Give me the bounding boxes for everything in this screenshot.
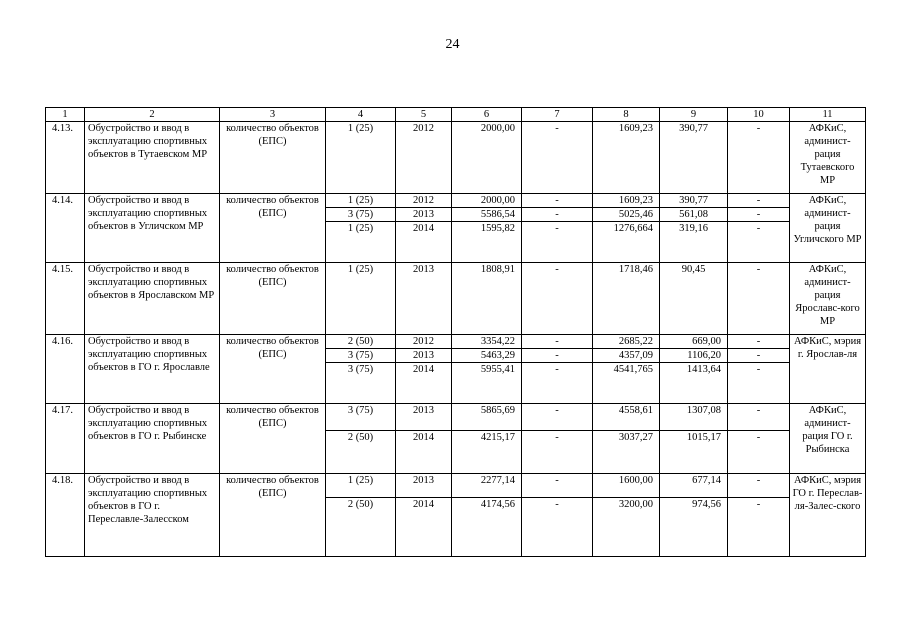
table-row <box>46 263 866 335</box>
header-cell: 11 <box>790 108 866 122</box>
col8-cell: 3037,27 <box>593 431 660 474</box>
col8-cell: 1609,23 <box>593 194 660 208</box>
header-cell: 6 <box>452 108 522 122</box>
col7-cell: - <box>522 404 593 431</box>
year-cell: 2013 <box>396 404 452 431</box>
qty-cell: 3 (75) <box>326 208 396 222</box>
executor-cell: АФКиС, админист-рация Ярославс-кого МР <box>790 263 866 335</box>
year-cell: 2012 <box>396 335 452 349</box>
header-cell: 9 <box>660 108 728 122</box>
header-cell: 3 <box>220 108 326 122</box>
program-table <box>45 107 866 557</box>
row-number: 4.13. <box>46 122 85 194</box>
total-cell: 5586,54 <box>452 208 522 222</box>
unit-cell: количество объектов (ЕПС) <box>220 474 326 557</box>
row-number: 4.16. <box>46 335 85 404</box>
col10-cell: - <box>728 363 790 404</box>
activity-name: Обустройство и ввод в эксплуатацию спортивных объектов в Ярославском МР <box>85 263 220 335</box>
col8-cell: 2685,22 <box>593 335 660 349</box>
col7-cell: - <box>522 335 593 349</box>
col8-cell: 1276,664 <box>593 222 660 263</box>
header-cell: 2 <box>85 108 220 122</box>
col9-cell: 1106,20 <box>660 349 728 363</box>
col9-cell: 390,77 <box>660 122 728 194</box>
unit-cell: количество объектов (ЕПС) <box>220 263 326 335</box>
qty-cell: 2 (50) <box>326 431 396 474</box>
qty-cell: 1 (25) <box>326 474 396 498</box>
header-cell: 8 <box>593 108 660 122</box>
col9-cell: 561,08 <box>660 208 728 222</box>
col10-cell: - <box>728 349 790 363</box>
table-row <box>46 404 866 431</box>
col7-cell: - <box>522 498 593 557</box>
col10-cell: - <box>728 208 790 222</box>
qty-cell: 3 (75) <box>326 363 396 404</box>
row-number: 4.18. <box>46 474 85 557</box>
col8-cell: 4541,765 <box>593 363 660 404</box>
col8-cell: 1609,23 <box>593 122 660 194</box>
header-row <box>46 108 866 122</box>
header-cell: 7 <box>522 108 593 122</box>
col9-cell: 319,16 <box>660 222 728 263</box>
col7-cell: - <box>522 208 593 222</box>
year-cell: 2013 <box>396 263 452 335</box>
activity-name: Обустройство и ввод в эксплуатацию спортивных объектов в Тутаевском МР <box>85 122 220 194</box>
col7-cell: - <box>522 474 593 498</box>
year-cell: 2012 <box>396 122 452 194</box>
page-number: 24 <box>445 37 460 52</box>
year-cell: 2014 <box>396 498 452 557</box>
row-number: 4.14. <box>46 194 85 263</box>
qty-cell: 1 (25) <box>326 263 396 335</box>
executor-cell: АФКиС, админист-рация ГО г. Рыбинска <box>790 404 866 474</box>
header-cell: 4 <box>326 108 396 122</box>
col8-cell: 1718,46 <box>593 263 660 335</box>
col7-cell: - <box>522 431 593 474</box>
col10-cell: - <box>728 122 790 194</box>
header-cell: 1 <box>46 108 85 122</box>
qty-cell: 3 (75) <box>326 349 396 363</box>
col10-cell: - <box>728 194 790 208</box>
activity-name: Обустройство и ввод в эксплуатацию спортивных объектов в ГО г. Переславле-Залесском <box>85 474 220 557</box>
col9-cell: 90,45 <box>660 263 728 335</box>
qty-cell: 3 (75) <box>326 404 396 431</box>
activity-name: Обустройство и ввод в эксплуатацию спортивных объектов в ГО г. Рыбинске <box>85 404 220 474</box>
total-cell: 1595,82 <box>452 222 522 263</box>
table-row <box>46 194 866 208</box>
col8-cell: 5025,46 <box>593 208 660 222</box>
total-cell: 5955,41 <box>452 363 522 404</box>
executor-cell: АФКиС, мэрия ГО г. Переслав-ля-Залес-ского <box>790 474 866 557</box>
unit-cell: количество объектов (ЕПС) <box>220 122 326 194</box>
total-cell: 2000,00 <box>452 122 522 194</box>
col10-cell: - <box>728 404 790 431</box>
col8-cell: 3200,00 <box>593 498 660 557</box>
total-cell: 4215,17 <box>452 431 522 474</box>
total-cell: 5463,29 <box>452 349 522 363</box>
total-cell: 4174,56 <box>452 498 522 557</box>
total-cell: 2277,14 <box>452 474 522 498</box>
table-row <box>46 122 866 194</box>
col9-cell: 1413,64 <box>660 363 728 404</box>
col9-cell: 1307,08 <box>660 404 728 431</box>
activity-name: Обустройство и ввод в эксплуатацию спортивных объектов в Угличском МР <box>85 194 220 263</box>
unit-cell: количество объектов (ЕПС) <box>220 335 326 404</box>
total-cell: 5865,69 <box>452 404 522 431</box>
year-cell: 2013 <box>396 349 452 363</box>
col7-cell: - <box>522 194 593 208</box>
year-cell: 2012 <box>396 194 452 208</box>
col7-cell: - <box>522 363 593 404</box>
total-cell: 3354,22 <box>452 335 522 349</box>
qty-cell: 2 (50) <box>326 335 396 349</box>
col8-cell: 1600,00 <box>593 474 660 498</box>
year-cell: 2013 <box>396 208 452 222</box>
col10-cell: - <box>728 263 790 335</box>
col7-cell: - <box>522 349 593 363</box>
col9-cell: 669,00 <box>660 335 728 349</box>
header-cell: 5 <box>396 108 452 122</box>
year-cell: 2014 <box>396 222 452 263</box>
header-cell: 10 <box>728 108 790 122</box>
col8-cell: 4357,09 <box>593 349 660 363</box>
col7-cell: - <box>522 222 593 263</box>
col10-cell: - <box>728 498 790 557</box>
col7-cell: - <box>522 263 593 335</box>
executor-cell: АФКиС, мэрия г. Ярослав-ля <box>790 335 866 404</box>
qty-cell: 1 (25) <box>326 222 396 263</box>
qty-cell: 2 (50) <box>326 498 396 557</box>
col10-cell: - <box>728 335 790 349</box>
activity-name: Обустройство и ввод в эксплуатацию спортивных объектов в ГО г. Ярославле <box>85 335 220 404</box>
qty-cell: 1 (25) <box>326 122 396 194</box>
total-cell: 2000,00 <box>452 194 522 208</box>
qty-cell: 1 (25) <box>326 194 396 208</box>
col10-cell: - <box>728 431 790 474</box>
year-cell: 2014 <box>396 431 452 474</box>
col9-cell: 974,56 <box>660 498 728 557</box>
col10-cell: - <box>728 474 790 498</box>
table-row <box>46 335 866 349</box>
col10-cell: - <box>728 222 790 263</box>
year-cell: 2014 <box>396 363 452 404</box>
executor-cell: АФКиС, админист-рация Угличского МР <box>790 194 866 263</box>
row-number: 4.17. <box>46 404 85 474</box>
col8-cell: 4558,61 <box>593 404 660 431</box>
col9-cell: 390,77 <box>660 194 728 208</box>
table-row <box>46 474 866 498</box>
total-cell: 1808,91 <box>452 263 522 335</box>
executor-cell: АФКиС, админист-рация Тутаевского МР <box>790 122 866 194</box>
unit-cell: количество объектов (ЕПС) <box>220 404 326 474</box>
col9-cell: 677,14 <box>660 474 728 498</box>
year-cell: 2013 <box>396 474 452 498</box>
unit-cell: количество объектов (ЕПС) <box>220 194 326 263</box>
row-number: 4.15. <box>46 263 85 335</box>
col7-cell: - <box>522 122 593 194</box>
col9-cell: 1015,17 <box>660 431 728 474</box>
